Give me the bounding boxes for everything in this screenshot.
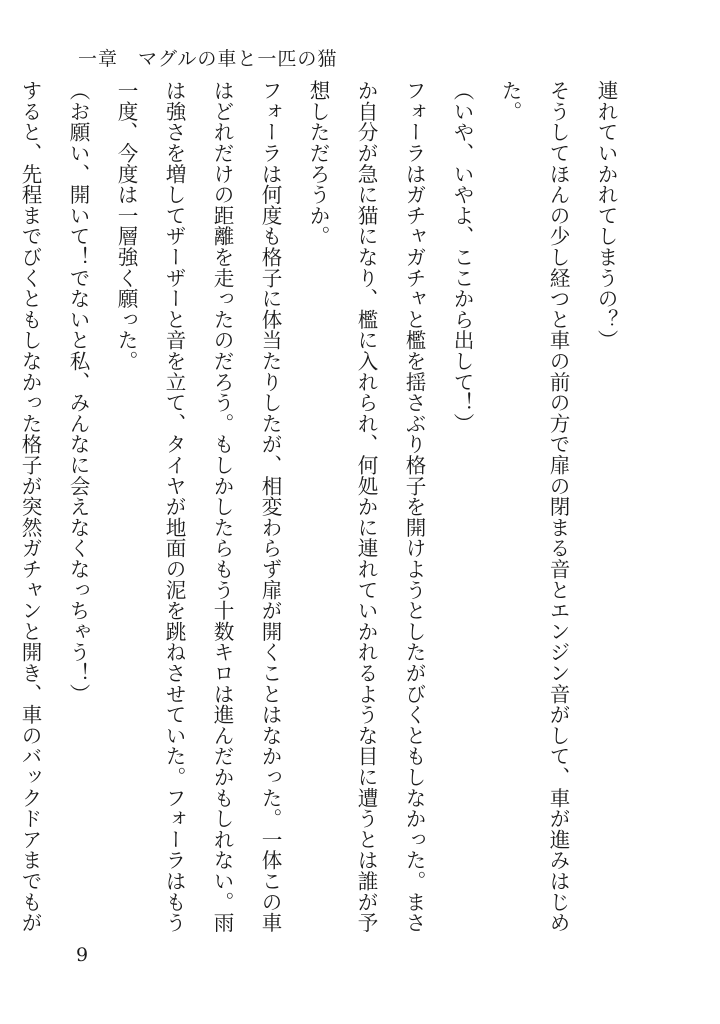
page-number: 9	[76, 944, 89, 966]
running-header: 一章 マグルの車と一匹の猫	[78, 48, 338, 70]
paragraph: フォーラは何度も格子に体当たりしたが、相変わらず扉が開くことはなかった。一体この車はどれだけの距離を走ったのだろう。もしかしたらもう十数キロは進んだかもしれない。雨は強さを増してザーザーと音を立て、タイヤが地面の泥を跳ねさせていた。フォーラはもう一度、今度は一層強く願った。	[114, 80, 282, 933]
paragraph: （お願い、開いて！でないと私、みんなに会えなくなっちゃう！）	[66, 80, 90, 704]
paragraph: そうしてほんの少し経つと車の前の方で扉の閉まる音とエンジン音がして、車が進みはじめた。	[498, 80, 570, 933]
paragraph: フォーラはガチャガチャと檻を揺さぶり格子を開けようとしたがびくともしなかった。まさか自分が急に猫になり、檻に入れられ、何処かに連れていかれるような目に遭うとは誰が予想しただろうか。	[306, 80, 426, 933]
paragraph: （いや、いやよ、ここから出して！）	[450, 80, 474, 434]
paragraph: すると、先程までびくともしなかった格子が突然ガチャンと開き、車のバックドアまでもが	[18, 80, 42, 933]
body-text	[18, 80, 630, 950]
paragraph: 連れていかれてしまうの？）	[594, 80, 618, 351]
